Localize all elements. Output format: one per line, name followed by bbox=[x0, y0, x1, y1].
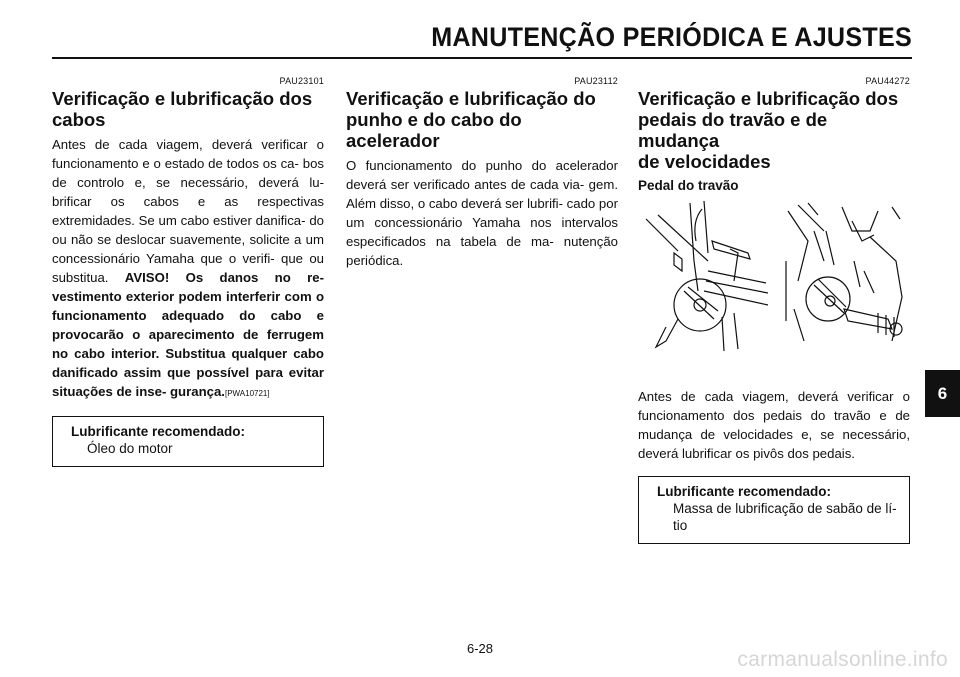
lubricant-title: Lubrificante recomendado: bbox=[657, 484, 832, 499]
chapter-tab: 6 bbox=[925, 370, 960, 417]
section-code: PAU23101 bbox=[279, 76, 324, 86]
section-cables bbox=[52, 76, 324, 467]
warning-code: [PWA10721] bbox=[224, 389, 270, 398]
section-code: PAU44272 bbox=[865, 76, 910, 86]
section-body: O funcionamento do punho do acelerador deverá ser verificado antes de cada via- gem. Além disso, o cabo deverá ser lubrifi- cado por um concessionário Yamaha nos intervalos especificados na tabela de ma- nutenção periódica. bbox=[346, 158, 618, 268]
section-throttle bbox=[346, 76, 618, 270]
brake-pedal-illustration bbox=[638, 201, 910, 361]
pedal-drawing bbox=[638, 201, 910, 361]
header-rule bbox=[52, 57, 912, 59]
section-title-line2: punho e do cabo do acelerador bbox=[346, 109, 522, 151]
section-title bbox=[638, 88, 910, 172]
lubricant-title: Lubrificante recomendado: bbox=[71, 424, 246, 439]
page-number: 6-28 bbox=[466, 641, 494, 656]
body-text: Antes de cada viagem, deverá verificar o funcionamento e o estado de todos os ca- bos de controlo e, se necessário, deverá lu- brificar os cabos e as respectivas extremidades. Se um cabo estiver danifica- do ou não se deslocar suavemente, solicite a um concessionário Yamaha que o verifi- que ou substitua. bbox=[52, 137, 324, 285]
subheading-brake-pedal: Pedal do travão bbox=[638, 178, 739, 193]
section-title bbox=[346, 88, 618, 151]
section-body: Antes de cada viagem, deverá verificar o funcionamento dos pedais do travão e de mudança de velocidades e, se necessário, deverá lubrificar os pivôs dos pedais. bbox=[638, 389, 910, 461]
section-code: PAU23112 bbox=[574, 76, 618, 86]
lubricant-value: Óleo do motor bbox=[87, 441, 173, 456]
section-title-line1: Verificação e lubrificação do bbox=[346, 88, 596, 109]
lubricant-box bbox=[52, 416, 324, 467]
section-title-line2: pedais do travão e de mudança bbox=[638, 109, 828, 151]
section-pedals bbox=[638, 76, 910, 544]
watermark: carmanualsonline.info bbox=[737, 648, 948, 671]
lubricant-value-line2: tio bbox=[673, 518, 688, 533]
section-title-line2: cabos bbox=[52, 109, 106, 130]
lubricant-box bbox=[638, 476, 910, 544]
page-header-title: MANUTENÇÃO PERIÓDICA E AJUSTES bbox=[431, 22, 912, 52]
section-title-line1: Verificação e lubrificação dos bbox=[638, 88, 899, 109]
warning-text: AVISO! Os danos no re- vestimento exterior podem interferir com o funcionamento adequado do cabo e provocarão o aparecimento de ferrugem no cabo interior. Substitua qualquer cabo danificado assim que possível para evitar situações de inse- gurança. bbox=[52, 270, 324, 399]
lubricant-value-line1: Massa de lubrificação de sabão de lí- bbox=[673, 501, 897, 516]
section-title-line3: de velocidades bbox=[638, 151, 771, 172]
section-title bbox=[52, 88, 324, 130]
section-body bbox=[52, 135, 324, 403]
section-title-line1: Verificação e lubrificação dos bbox=[52, 88, 313, 109]
